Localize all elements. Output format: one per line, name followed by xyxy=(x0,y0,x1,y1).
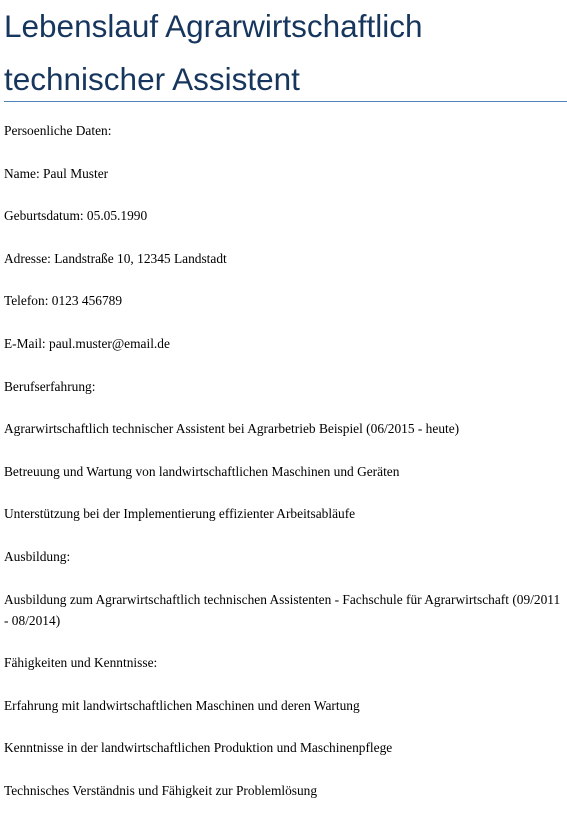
experience-position: Agrarwirtschaftlich technischer Assistent bei Agrarbetrieb Beispiel (06/2015 - heute) xyxy=(4,421,460,437)
experience-duty-1: Betreuung und Wartung von landwirtschaftlichen Maschinen und Geräten xyxy=(4,463,400,479)
skill-item-1: Erfahrung mit landwirtschaftlichen Maschinen und deren Wartung xyxy=(4,697,360,713)
title-divider xyxy=(4,101,567,102)
skill-item-2: Kenntnisse in der landwirtschaftlichen Produktion und Maschinenpflege xyxy=(4,740,393,756)
document-title xyxy=(0,0,567,106)
personal-name: Name: Paul Muster xyxy=(4,165,109,181)
section-heading-skills: Fähigkeiten und Kenntnisse: xyxy=(4,655,158,671)
skill-item-3: Technisches Verständnis und Fähigkeit zur Problemlösung xyxy=(4,782,318,798)
personal-phone: Telefon: 0123 456789 xyxy=(4,293,123,309)
personal-address: Adresse: Landstraße 10, 12345 Landstadt xyxy=(4,250,227,266)
title-line-1: Lebenslauf Agrarwirtschaftlich xyxy=(4,8,423,44)
personal-birthdate: Geburtsdatum: 05.05.1990 xyxy=(4,208,148,224)
title-line-2: technischer Assistent xyxy=(4,61,300,97)
resume-body xyxy=(4,120,567,823)
section-heading-experience: Berufserfahrung: xyxy=(4,378,96,394)
education-entry: Ausbildung zum Agrarwirtschaftlich technischen Assistenten - Fachschule für Agrarwirtschaft (09/2011 - 08/2014) xyxy=(4,591,561,628)
personal-email: E-Mail: paul.muster@email.de xyxy=(4,335,170,351)
section-heading-personal: Persoenliche Daten: xyxy=(4,123,112,138)
section-heading-education: Ausbildung: xyxy=(4,548,71,564)
experience-duty-2: Unterstützung bei der Implementierung effizienter Arbeitsabläufe xyxy=(4,506,356,522)
